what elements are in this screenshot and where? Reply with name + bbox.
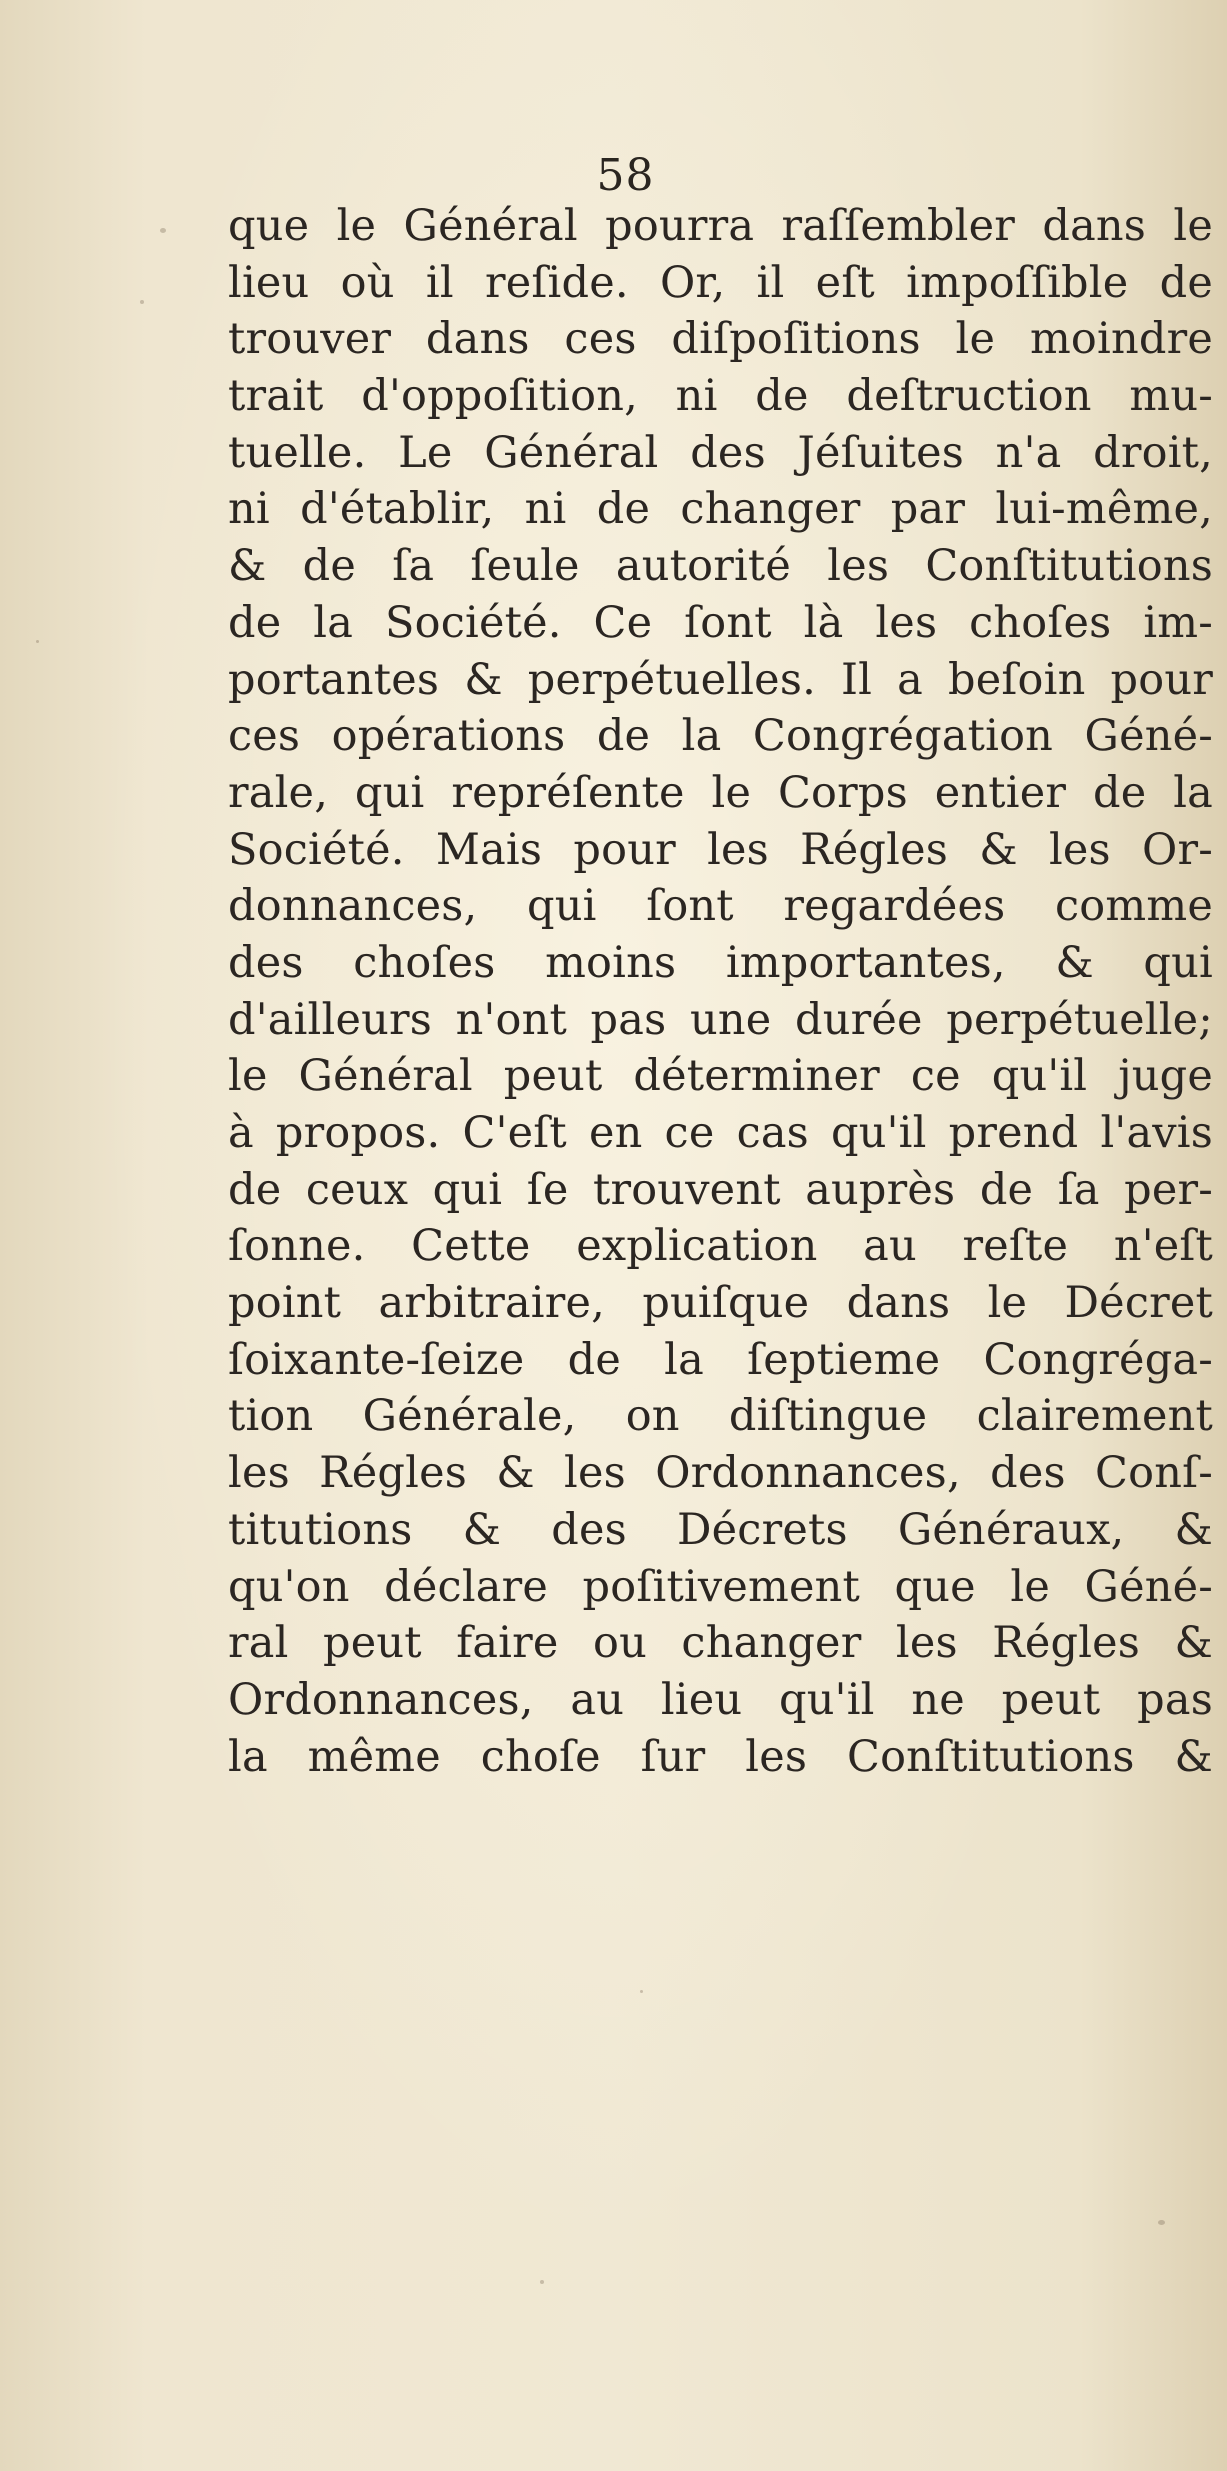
- text-line: portantes & perpétuelles. Il a beſoin pour: [228, 654, 1213, 705]
- text-line: à propos. C'eſt en ce cas qu'il prend l'avis: [228, 1108, 1213, 1158]
- text-line: Ordonnances, au lieu qu'il ne peut pas: [228, 1674, 1213, 1725]
- text-line: ral peut faire ou changer les Régles &: [228, 1618, 1213, 1669]
- text-line: le Général peut déterminer ce qu'il juge: [228, 1051, 1213, 1102]
- text-line: & de ſa ſeule autorité les Conſtitutions: [228, 541, 1213, 592]
- text-line: rale, qui repréſente le Corps entier de la: [228, 767, 1213, 818]
- paper-speck: [140, 300, 144, 304]
- text-line: qu'on déclare poſitivement que le Géné-: [228, 1561, 1213, 1612]
- text-line: tion Générale, on diſtingue clairement: [228, 1391, 1213, 1442]
- text-line: des choſes moins importantes, & qui: [228, 937, 1213, 988]
- text-line: ſonne. Cette explication au reſte n'eſt: [228, 1221, 1213, 1272]
- paper-speck: [1158, 2220, 1165, 2225]
- text-line: trouver dans ces diſpoſitions le moindre: [228, 314, 1213, 365]
- text-line: la même choſe ſur les Conſtitutions &: [228, 1731, 1213, 1782]
- text-line: titutions & des Décrets Généraux, &: [228, 1504, 1213, 1555]
- text-line: lieu où il reſide. Or, il eſt impoſſible de: [228, 257, 1213, 308]
- text-line: trait d'oppoſition, ni de deſtruction mu-: [228, 371, 1213, 422]
- paper-speck: [540, 2280, 544, 2284]
- text-line: tuelle. Le Général des Jéſuites n'a droit,: [228, 427, 1213, 478]
- text-line: point arbitraire, puiſque dans le Décret: [228, 1278, 1213, 1329]
- paper-speck: [160, 228, 166, 233]
- text-line: ces opérations de la Congrégation Géné-: [228, 711, 1213, 762]
- text-line: Société. Mais pour les Régles & les Or-: [228, 824, 1213, 875]
- text-line: de la Société. Ce ſont là les choſes im-: [228, 597, 1213, 648]
- text-line: ni d'établir, ni de changer par lui-même,: [228, 484, 1213, 535]
- text-line: ſoixante-ſeize de la ſeptieme Congréga-: [228, 1334, 1213, 1385]
- paper-speck: [640, 1990, 643, 1993]
- text-line: donnances, qui ſont regardées comme: [228, 881, 1213, 932]
- paper-speck: [36, 640, 39, 643]
- text-line: d'ailleurs n'ont pas une durée perpétuelle;: [228, 994, 1213, 1045]
- body-text: [228, 198, 1213, 1785]
- text-line: les Régles & les Ordonnances, des Conſ-: [228, 1448, 1213, 1499]
- text-line: que le Général pourra raſſembler dans le: [228, 201, 1213, 251]
- text-line: de ceux qui ſe trouvent auprès de ſa per-: [228, 1164, 1213, 1215]
- page-number: 58: [596, 150, 655, 201]
